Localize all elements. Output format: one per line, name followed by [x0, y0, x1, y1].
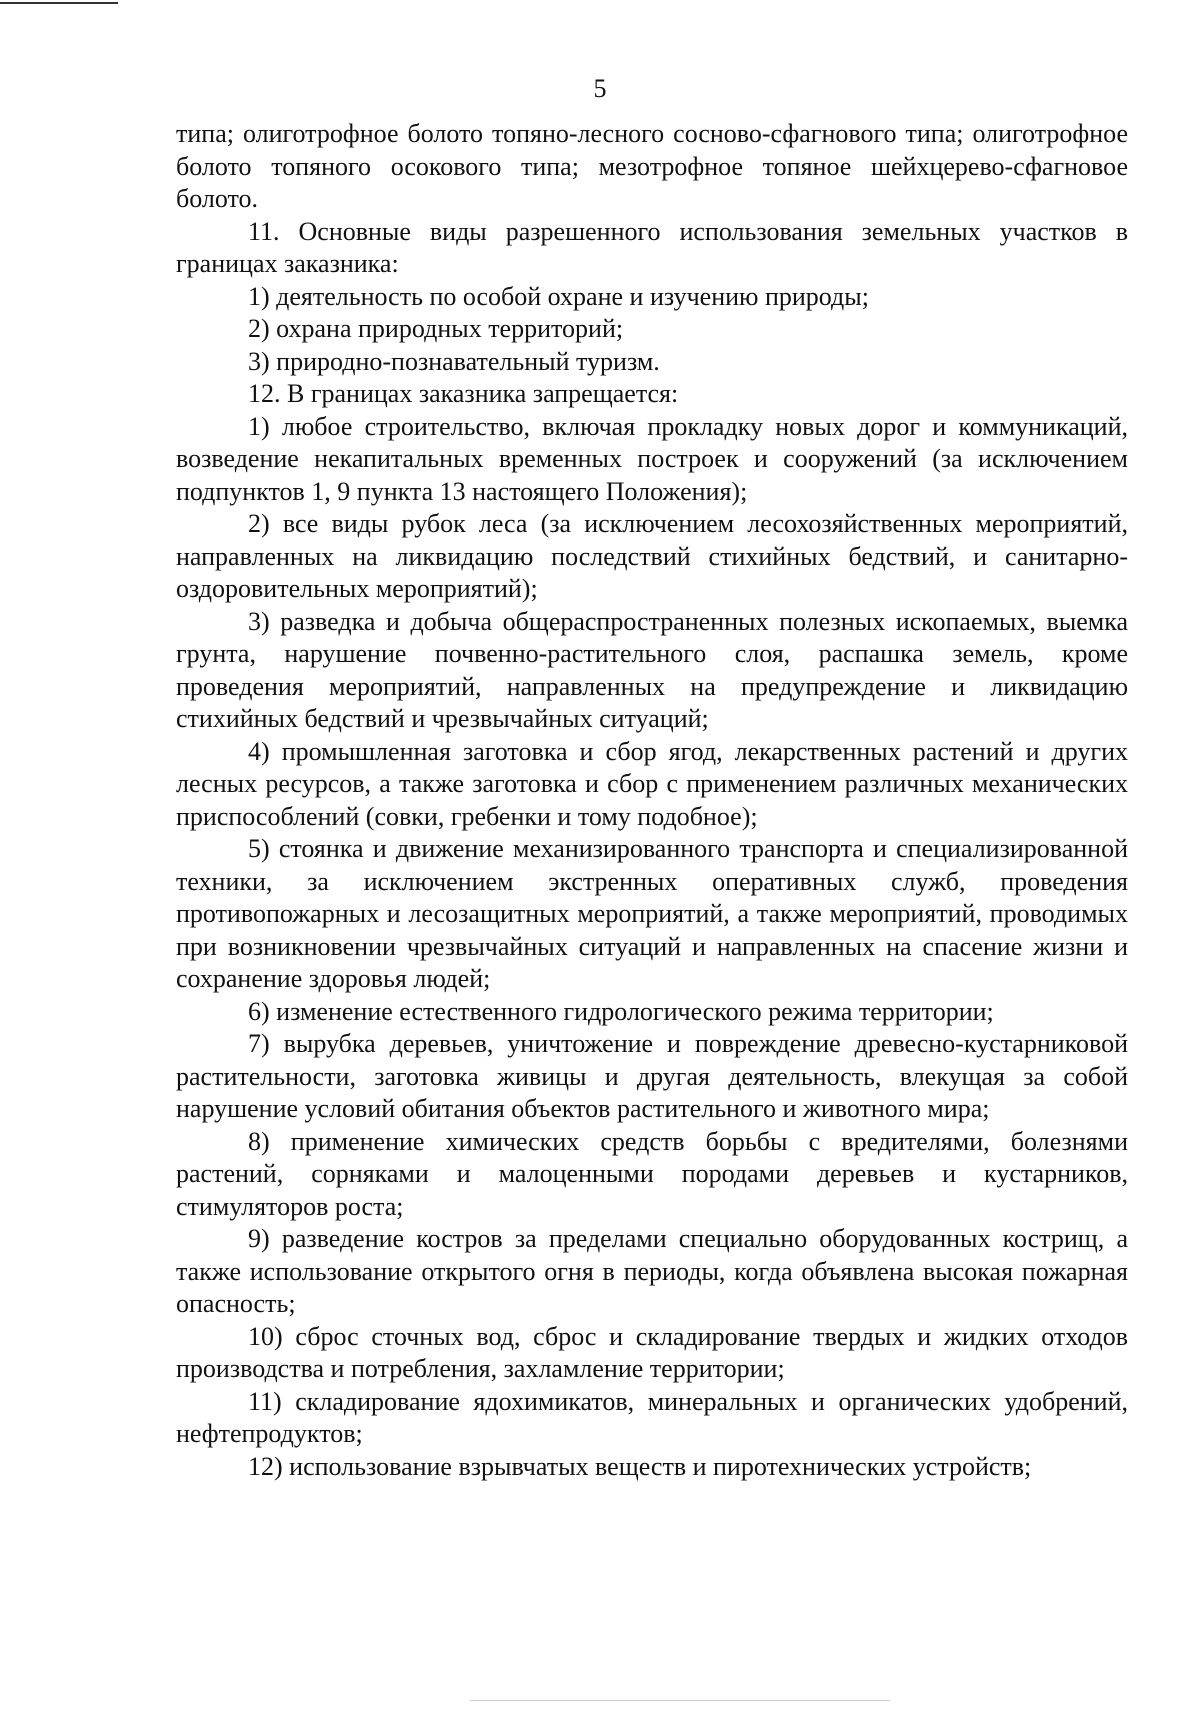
paragraph-item-12-5: 5) стоянка и движение механизированного транспорта и специализированной техники, за исключением экстренных оперативных служб, проведения противопожарных и лесозащитных мероприятий, а также мероприятий, проводимых при возникновении чрезвычайных ситуаций и направленных на спасение жизни и сохранение здоровья людей; — [176, 834, 1128, 993]
paragraph-item-11-2: 2) охрана природных территорий; — [248, 314, 624, 343]
scan-bottom-line — [470, 1700, 890, 1701]
paragraph-continuation: типа; олиготрофное болото топяно-лесного сосново-сфагнового типа; олиготрофное болото топяного осокового типа; мезотрофное топяное шейхцерево-сфагновое болото. — [176, 119, 1128, 213]
paragraph-item-11-1: 1) деятельность по особой охране и изучению природы; — [248, 281, 869, 311]
paragraph-item-12-9: 9) разведение костров за пределами специально оборудованных кострищ, а также использование открытого огня в периоды, когда объявлена высокая пожарная опасность; — [176, 1224, 1128, 1318]
paragraph-item-12-4: 4) промышленная заготовка и сбор ягод, лекарственных растений и других лесных ресурсов, а также заготовка и сбор с применением различных механических приспособлений (совки, гребенки и тому подобное); — [176, 736, 1128, 831]
paragraph-item-12-7: 7) вырубка деревьев, уничтожение и повреждение древесно-кустарниковой растительности, заготовка живицы и другая деятельность, влекущая за собой нарушение условий обитания объектов растительного и животного мира; — [176, 1029, 1128, 1123]
paragraph-item-12-6: 6) изменение естественного гидрологического режима территории; — [248, 996, 994, 1026]
paragraph-item-12-3: 3) разведка и добыча общераспространенных полезных ископаемых, выемка грунта, нарушение почвенно-растительного слоя, распашка земель, кроме проведения мероприятий, направленных на предупреждение и ликвидацию стихийных бедствий и чрезвычайных ситуаций; — [176, 606, 1128, 733]
paragraph-item-11: 11. Основные виды разрешенного использования земельных участков в границах заказника: — [176, 216, 1128, 278]
paragraph-item-11-3: 3) природно-познавательный туризм. — [248, 346, 660, 376]
paragraph-item-12-12: 12) использование взрывчатых веществ и пиротехнических устройств; — [248, 1451, 1032, 1481]
paragraph-item-12-11: 11) складирование ядохимикатов, минеральных и органических удобрений, нефтепродуктов; — [176, 1386, 1128, 1448]
paragraph-item-12-8: 8) применение химических средств борьбы с вредителями, болезнями растений, сорняками и малоценными породами деревьев и кустарников, стимуляторов роста; — [176, 1126, 1128, 1221]
paragraph-item-12: 12. В границах заказника запрещается: — [248, 379, 679, 408]
document-body — [176, 118, 1128, 1483]
paragraph-item-12-1: 1) любое строительство, включая прокладку новых дорог и коммуникаций, возведение некапитальных временных построек и сооружений (за исключением подпунктов 1, 9 пункта 13 настоящего Положения); — [176, 411, 1128, 506]
paragraph-item-12-2: 2) все виды рубок леса (за исключением лесохозяйственных мероприятий, направленных на ликвидацию последствий стихийных бедствий, и санитарно-оздоровительных мероприятий); — [176, 509, 1128, 603]
paragraph-item-12-10: 10) сброс сточных вод, сброс и складирование твердых и жидких отходов производства и потребления, захламление территории; — [176, 1321, 1128, 1383]
page-number: 5 — [593, 74, 607, 103]
scan-edge-mark — [0, 2, 118, 4]
